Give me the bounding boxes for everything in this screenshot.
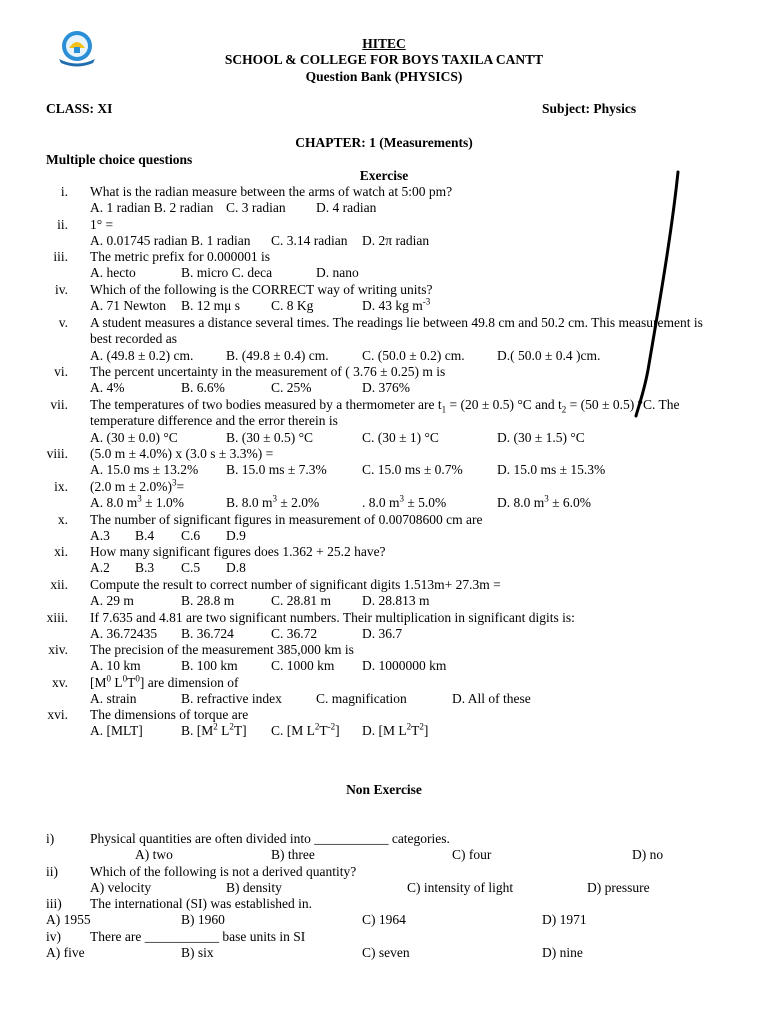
question-text: The percent uncertainty in the measurement of ( 3.76 ± 0.25) m is xyxy=(90,364,446,379)
option: A. strain xyxy=(90,691,137,706)
option: A. (30 ± 0.0) °C xyxy=(90,430,178,445)
question-text: There are ___________ base units in SI xyxy=(90,929,306,944)
option: A. 0.01745 radian B. 1 radian xyxy=(90,233,251,248)
question-text: Physical quantities are often divided into ___________ categories. xyxy=(90,831,450,846)
chapter-heading: CHAPTER: 1 (Measurements) xyxy=(295,135,473,150)
question-text: What is the radian measure between the arms of watch at 5:00 pm? xyxy=(90,184,453,199)
option: C.6 xyxy=(181,528,201,543)
option: C. 25% xyxy=(271,380,312,395)
option: B. refractive index xyxy=(181,691,282,706)
question-text: The number of significant figures in measurement of 0.00708600 cm are xyxy=(90,512,483,527)
option: A) velocity xyxy=(90,880,152,895)
option: A. (49.8 ± 0.2) cm. xyxy=(90,348,194,363)
option: B. 100 km xyxy=(181,658,238,673)
option: C.5 xyxy=(181,560,201,575)
question-number: vi. xyxy=(54,364,68,379)
option: A) 1955 xyxy=(46,912,91,927)
option: B. 12 mμ s xyxy=(181,298,240,313)
option: D.( 50.0 ± 0.4 )cm. xyxy=(497,348,601,363)
question-number: xi. xyxy=(54,544,68,559)
option: D.9 xyxy=(226,528,246,543)
option: B) six xyxy=(181,945,214,960)
question-text: [$M^0$ $L^0T^0$] are dimension of xyxy=(90,673,239,690)
option: C) intensity of light xyxy=(407,880,514,895)
option: C. 3.14 radian xyxy=(271,233,348,248)
option: C. (30 ± 1) °C xyxy=(362,430,439,445)
question-text-continued: best recorded as xyxy=(90,331,177,346)
question-text: The dimensions of torque are xyxy=(90,707,249,722)
question-number: xv. xyxy=(52,675,68,690)
question-text: The international (SI) was established in. xyxy=(90,896,312,911)
non-exercise-heading: Non Exercise xyxy=(346,782,422,797)
option: C. (50.0 ± 0.2) cm. xyxy=(362,348,465,363)
option: D. 36.7 xyxy=(362,626,403,641)
class-label: CLASS: XI xyxy=(46,101,113,116)
option: A. 29 m xyxy=(90,593,134,608)
option: A. [MLT] xyxy=(90,723,143,738)
option: B) 1960 xyxy=(181,912,225,927)
pen-stroke-mark xyxy=(620,170,690,420)
option: D) no xyxy=(632,847,664,862)
option: B) density xyxy=(226,880,282,895)
subject-label: Subject: Physics xyxy=(542,101,637,116)
option: . 8.0 $m^3 \pm 5.0\%$ xyxy=(362,493,447,510)
option: B. (49.8 ± 0.4) cm. xyxy=(226,348,329,363)
question-number: i. xyxy=(60,184,68,199)
question-text-continued: temperature difference and the error therein is xyxy=(90,413,338,428)
option: B. micro C. deca xyxy=(181,265,273,280)
option: A. 8.0 $m^3 \pm 1.0\%$ xyxy=(90,493,185,510)
question-number: x. xyxy=(57,512,68,527)
school-short-name: HITEC xyxy=(362,36,406,51)
option: C. 28.81 m xyxy=(271,593,332,608)
option: C) seven xyxy=(362,945,410,960)
option: A. hecto xyxy=(90,265,136,280)
option: A. 36.72435 xyxy=(90,626,158,641)
option: D) nine xyxy=(542,945,583,960)
option: C. 1000 km xyxy=(271,658,335,673)
question-number: iv. xyxy=(55,282,68,297)
question-number: vii. xyxy=(50,397,68,412)
option: C. 8 Kg xyxy=(271,298,314,313)
school-full-name: SCHOOL & COLLEGE FOR BOYS TAXILA CANTT xyxy=(224,52,544,67)
question-number: v. xyxy=(58,315,68,330)
option: C. 3 radian xyxy=(226,200,286,215)
question-text: Which of the following is the CORRECT way of writing units? xyxy=(90,282,433,297)
question-text: Compute the result to correct number of significant digits 1.513m+ 27.3m = xyxy=(90,577,501,592)
question-number: xvi. xyxy=(47,707,68,722)
exercise-heading: Exercise xyxy=(359,168,409,183)
option: B.4 xyxy=(135,528,155,543)
option: D. 43 kg $m^{-3}$ xyxy=(362,296,431,313)
option: D) pressure xyxy=(587,880,650,895)
option: B.3 xyxy=(135,560,155,575)
question-text: 1° = xyxy=(90,217,114,232)
option: C) four xyxy=(452,847,492,862)
option: D. (30 ± 1.5) °C xyxy=(497,430,585,445)
option: B. 36.724 xyxy=(181,626,234,641)
question-number: viii. xyxy=(46,446,68,461)
question-number: ii) xyxy=(46,864,58,879)
option: A. 4% xyxy=(90,380,125,395)
option: A. 1 radian B. 2 radian xyxy=(90,200,214,215)
option: A.2 xyxy=(90,560,110,575)
question-number: ix. xyxy=(54,479,68,494)
option: D. [M $L^2T^2$] xyxy=(362,721,429,738)
option: B. (30 ± 0.5) °C xyxy=(226,430,314,445)
option: A. 10 km xyxy=(90,658,141,673)
option: C. [M $L^2T^{-2}$] xyxy=(271,721,340,738)
option: B. 15.0 ms ± 7.3% xyxy=(226,462,327,477)
question-number: xii. xyxy=(50,577,68,592)
question-text: (2.0 m ± 2.0%)$^3$= xyxy=(90,477,185,494)
question-number: xiii. xyxy=(46,610,68,625)
question-text: The precision of the measurement 385,000 km is xyxy=(90,642,354,657)
question-text: Which of the following is not a derived quantity? xyxy=(90,864,357,879)
question-text: A student measures a distance several times. The readings lie between 49.8 cm and 50.2 cm. This measurement is xyxy=(90,315,703,330)
option: C) 1964 xyxy=(362,912,406,927)
question-text: (5.0 m ± 4.0%) x (3.0 s ± 3.3%) = xyxy=(90,446,274,461)
question-text: How many significant figures does 1.362 + 25.2 have? xyxy=(90,544,386,559)
option: B. 6.6% xyxy=(181,380,225,395)
option: A. 71 Newton xyxy=(90,298,167,313)
question-number: iii) xyxy=(46,896,62,911)
question-number: xiv. xyxy=(48,642,68,657)
option: B. [$M^2$ $L^2T$] xyxy=(181,721,247,738)
option: C. 15.0 ms ± 0.7% xyxy=(362,462,463,477)
mcq-heading: Multiple choice questions xyxy=(46,152,193,167)
option: A. 15.0 ms ± 13.2% xyxy=(90,462,199,477)
option: B. 28.8 m xyxy=(181,593,235,608)
option: B) three xyxy=(271,847,315,862)
option: A) five xyxy=(46,945,85,960)
option: D) 1971 xyxy=(542,912,587,927)
question-number: iii. xyxy=(53,249,68,264)
option: D. 2π radian xyxy=(362,233,430,248)
option: D. nano xyxy=(316,265,359,280)
question-text: The temperatures of two bodies measured by a thermometer are $t_1 = (20 \pm 0.5)$ °C and $t_2 = (50 \pm 0.5)$ °C. The xyxy=(90,397,680,415)
question-number: i) xyxy=(46,831,55,846)
option: C. 36.72 xyxy=(271,626,318,641)
option: A.3 xyxy=(90,528,110,543)
option: D. 28.813 m xyxy=(362,593,430,608)
question-text: The metric prefix for 0.000001 is xyxy=(90,249,270,264)
option: D. 4 radian xyxy=(316,200,377,215)
option: D. 8.0 $m^3 \pm 6.0\%$ xyxy=(497,493,592,510)
question-number: ii. xyxy=(57,217,68,232)
option: D. All of these xyxy=(452,691,531,706)
document-title: Question Bank (PHYSICS) xyxy=(305,69,463,84)
option: B. 8.0 $m^3 \pm 2.0\%$ xyxy=(226,493,320,510)
option: D. 1000000 km xyxy=(362,658,447,673)
option: D. 376% xyxy=(362,380,410,395)
question-number: iv) xyxy=(46,929,61,944)
option: A) two xyxy=(135,847,173,862)
option: C. magnification xyxy=(316,691,407,706)
option: D. 15.0 ms ± 15.3% xyxy=(497,462,606,477)
question-text: If 7.635 and 4.81 are two significant numbers. Their multiplication in significant digits is: xyxy=(90,610,575,625)
option: D.8 xyxy=(226,560,246,575)
